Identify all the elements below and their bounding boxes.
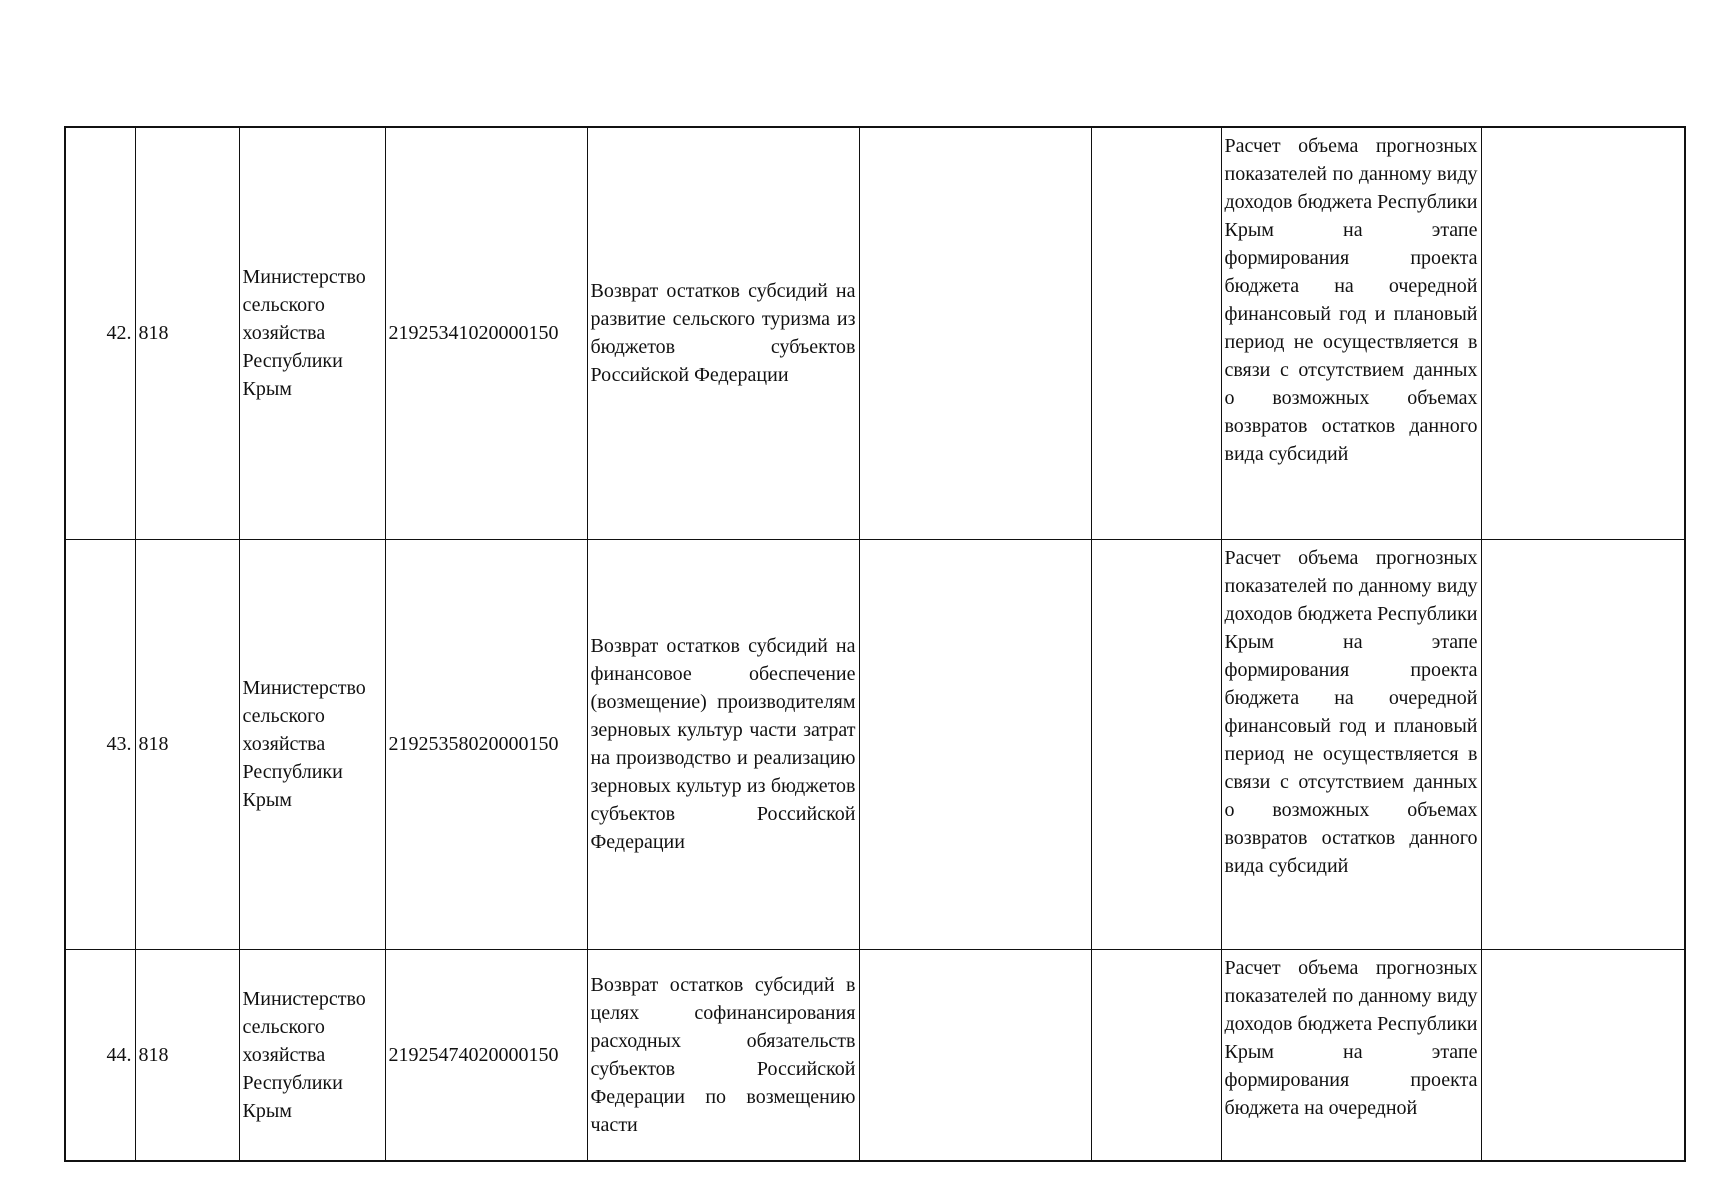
- empty-cell: [859, 539, 1091, 949]
- empty-cell: [859, 127, 1091, 539]
- empty-cell: [1481, 127, 1685, 539]
- table-row: [65, 127, 1685, 539]
- table-row: [65, 949, 1685, 1161]
- empty-cell: [1091, 539, 1221, 949]
- calculation-note: Расчет объема прогнозных показателей по данному виду доходов бюджета Республики Крым на этапе формирования проекта бюджета на очередной финансовый год и плановый период не осуществляется в связи с отсутствием данных о возможных объемах возвратов остатков данного вида субсидий: [1221, 127, 1481, 539]
- budget-classification-code: 21925341020000150: [385, 127, 587, 539]
- empty-cell: [1091, 949, 1221, 1161]
- budget-classification-code: 21925358020000150: [385, 539, 587, 949]
- table-row: [65, 539, 1685, 949]
- calculation-note: Расчет объема прогнозных показателей по данному виду доходов бюджета Республики Крым на этапе формирования проекта бюджета на очередной: [1221, 949, 1481, 1161]
- row-number: 44.: [65, 949, 135, 1161]
- empty-cell: [859, 949, 1091, 1161]
- administrator-name: Министерство сельского хозяйства Республики Крым: [239, 949, 385, 1161]
- revenue-name: Возврат остатков субсидий в целях софинансирования расходных обязательств субъектов Российской Федерации по возмещению части: [587, 949, 859, 1161]
- empty-cell: [1481, 539, 1685, 949]
- budget-revenue-table: [64, 126, 1686, 1162]
- row-number: 43.: [65, 539, 135, 949]
- empty-cell: [1091, 127, 1221, 539]
- revenue-name: Возврат остатков субсидий на финансовое обеспечение (возмещение) производителям зерновых культур части затрат на производство и реализацию зерновых культур из бюджетов субъектов Российской Федерации: [587, 539, 859, 949]
- budget-classification-code: 21925474020000150: [385, 949, 587, 1161]
- admin-code: 818: [135, 127, 239, 539]
- admin-code: 818: [135, 539, 239, 949]
- admin-code: 818: [135, 949, 239, 1161]
- revenue-name: Возврат остатков субсидий на развитие сельского туризма из бюджетов субъектов Российской Федерации: [587, 127, 859, 539]
- empty-cell: [1481, 949, 1685, 1161]
- row-number: 42.: [65, 127, 135, 539]
- administrator-name: Министерство сельского хозяйства Республики Крым: [239, 539, 385, 949]
- calculation-note: Расчет объема прогнозных показателей по данному виду доходов бюджета Республики Крым на этапе формирования проекта бюджета на очередной финансовый год и плановый период не осуществляется в связи с отсутствием данных о возможных объемах возвратов остатков данного вида субсидий: [1221, 539, 1481, 949]
- administrator-name: Министерство сельского хозяйства Республики Крым: [239, 127, 385, 539]
